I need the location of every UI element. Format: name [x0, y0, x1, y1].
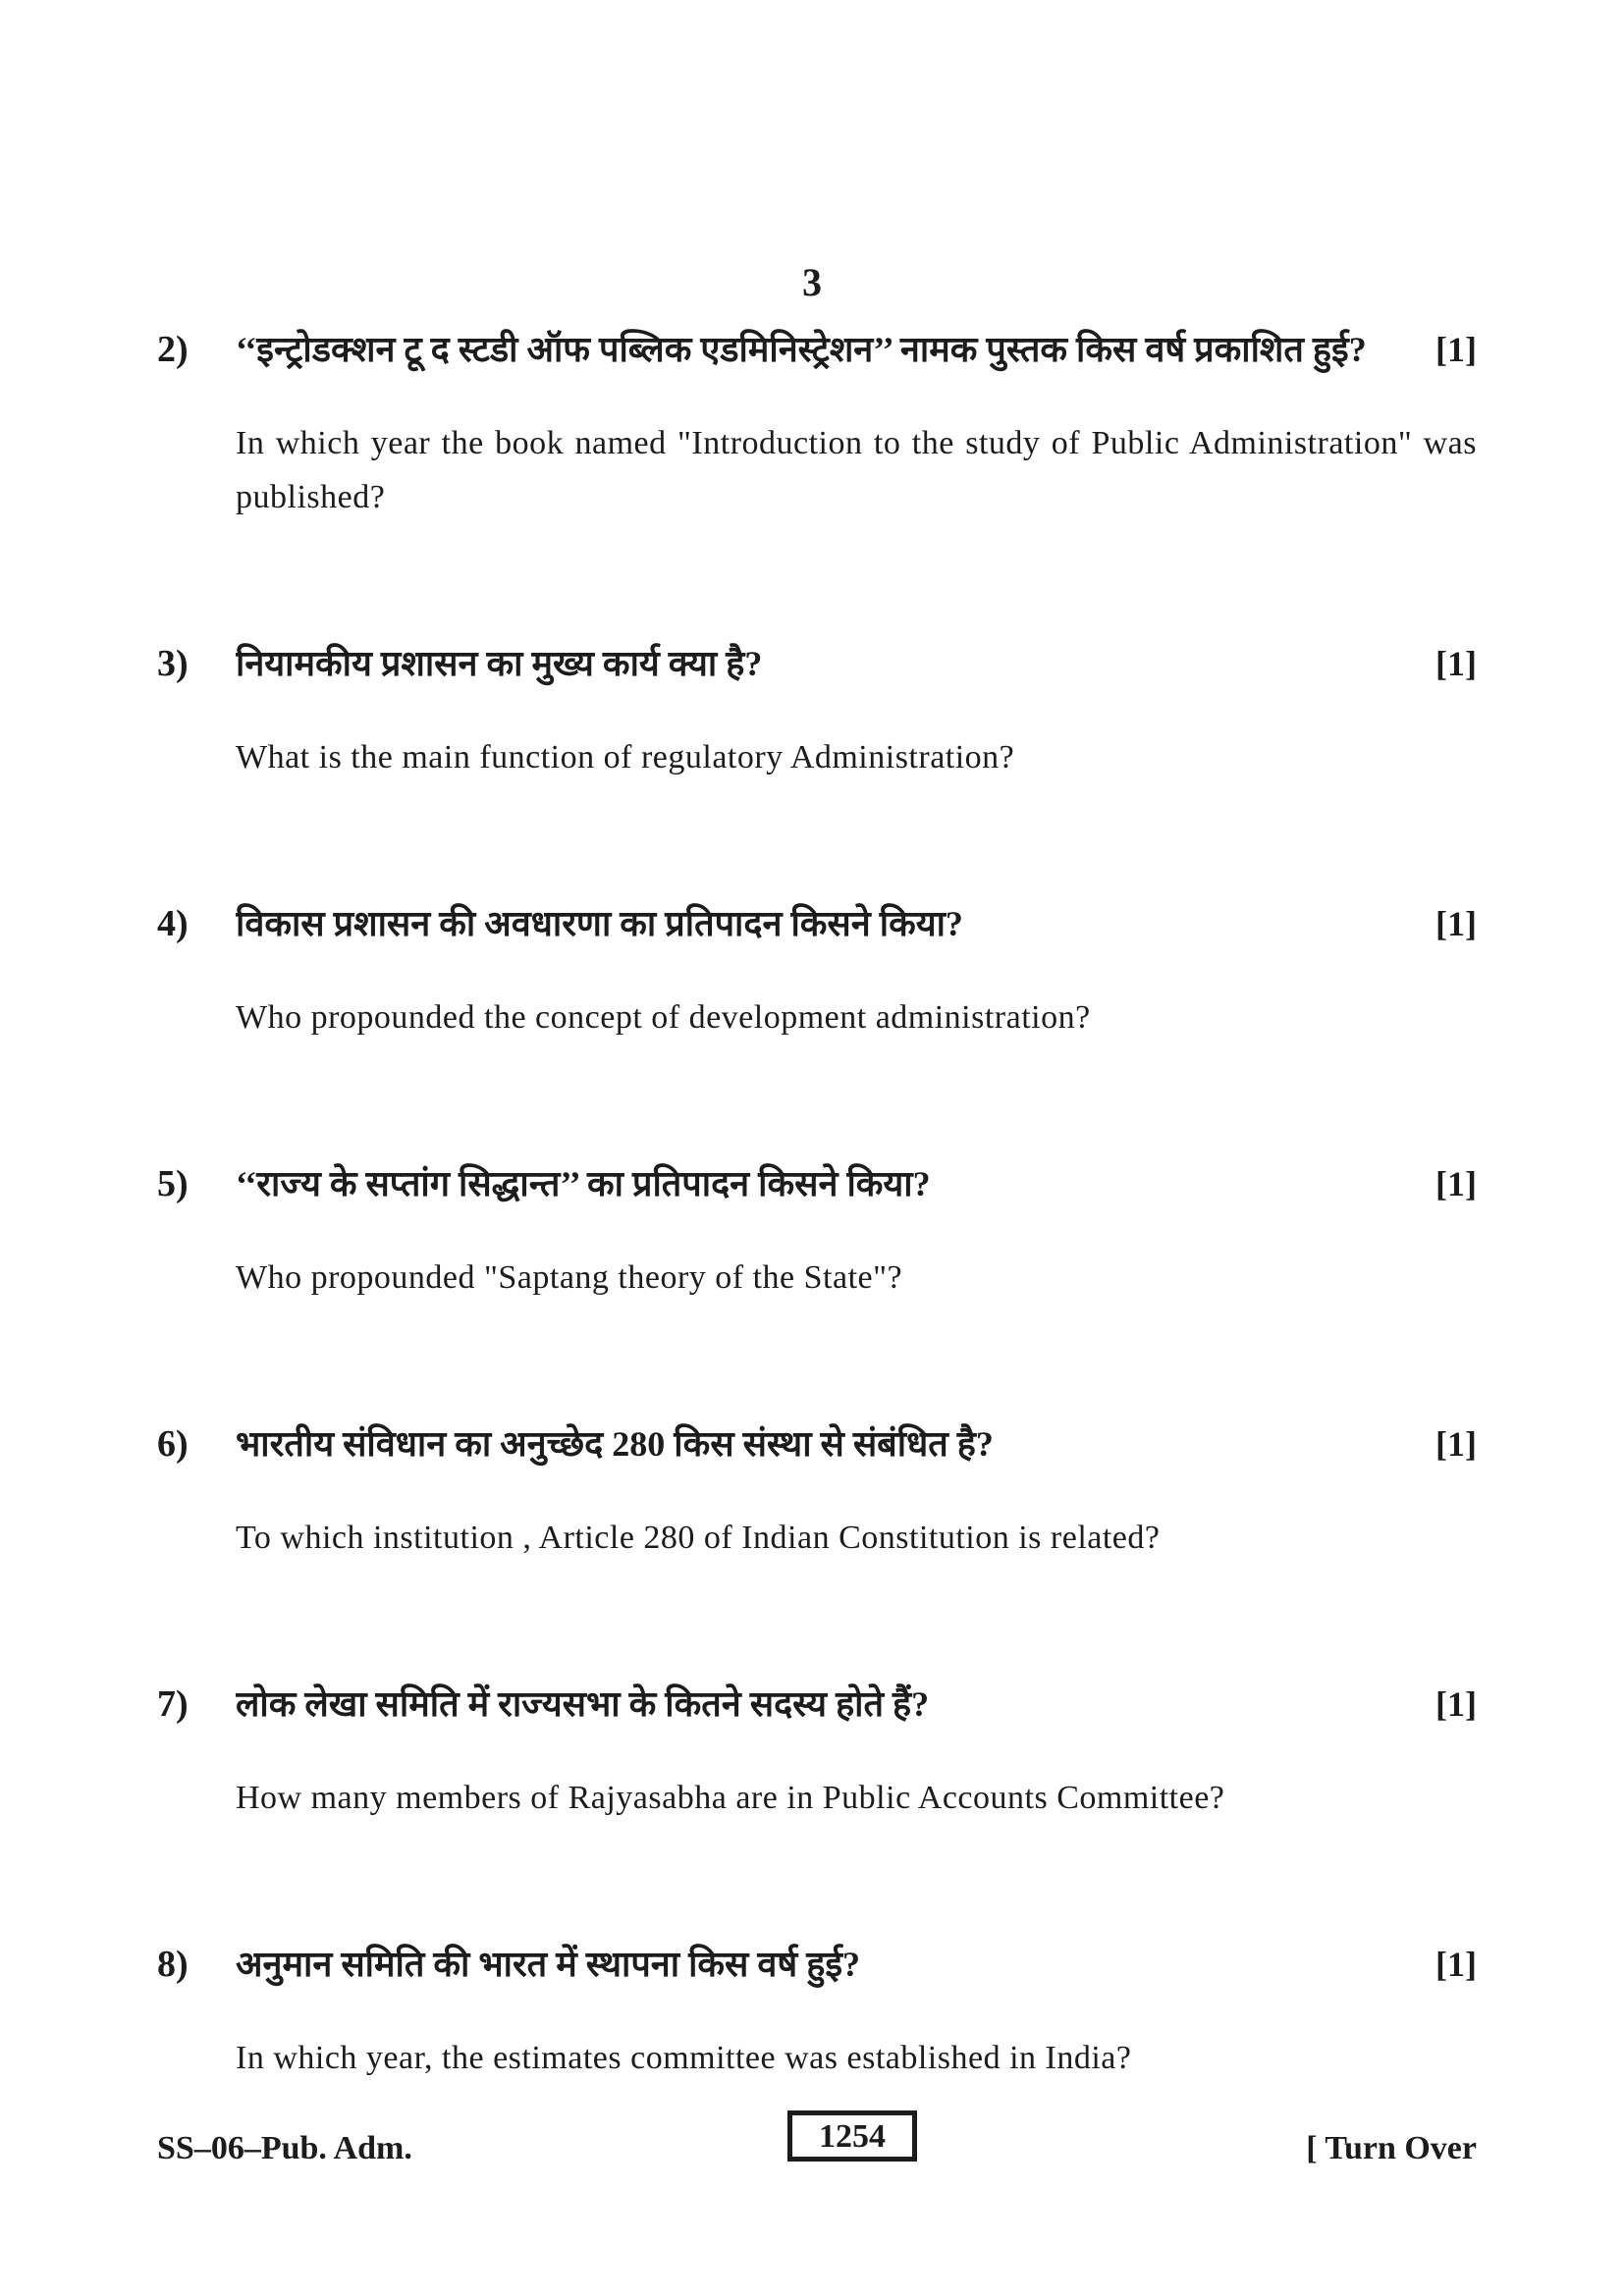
question-number: 2) — [157, 329, 189, 370]
question-text-hindi: भारतीय संविधान का अनुच्छेद 280 किस संस्था से संबंधित है? — [236, 1424, 994, 1464]
question-item-2 — [157, 324, 1477, 524]
question-heading — [157, 1418, 1477, 1469]
question-text-hindi: विकास प्रशासन की अवधारणा का प्रतिपादन किसने किया? — [236, 904, 963, 943]
question-item-7 — [157, 1679, 1477, 1825]
question-marks: [1] — [1435, 644, 1477, 683]
question-text-english: To which institution , Article 280 of Indian Constitution is related? — [236, 1520, 1161, 1556]
question-text-english: What is the main function of regulatory Administration? — [236, 739, 1015, 775]
question-text-english: Who propounded the concept of development administration? — [236, 999, 1091, 1036]
question-marks: [1] — [1435, 1945, 1477, 1984]
question-text-english: How many members of Rajyasabha are in Public Accounts Committee? — [236, 1780, 1225, 1816]
question-marks: [1] — [1435, 1684, 1477, 1724]
question-item-5 — [157, 1158, 1477, 1305]
page-footer — [157, 2110, 1477, 2169]
questions-list — [157, 324, 1477, 2199]
question-heading — [157, 1158, 1477, 1209]
question-item-8 — [157, 1939, 1477, 2085]
question-text-hindi: ‘‘राज्य के सप्तांग सिद्धान्त’’ का प्रतिपादन किसने किया? — [236, 1164, 931, 1203]
question-marks: [1] — [1435, 330, 1477, 369]
question-heading — [157, 1679, 1477, 1730]
question-number: 5) — [157, 1163, 189, 1204]
question-item-4 — [157, 898, 1477, 1044]
question-heading — [157, 638, 1477, 689]
question-marks: [1] — [1435, 904, 1477, 943]
question-number: 4) — [157, 903, 189, 944]
question-heading — [157, 898, 1477, 949]
question-text-hindi: ‘‘इन्ट्रोडक्शन टू द स्टडी ऑफ पब्लिक एडमिनिस्ट्रेशन’’ नामक पुस्तक किस वर्ष प्रकाशित हुई? — [236, 330, 1367, 369]
question-number: 3) — [157, 643, 189, 684]
question-heading — [157, 1939, 1477, 1990]
paper-code: SS–06–Pub. Adm. — [157, 2130, 412, 2166]
question-text-english: In which year the book named "Introduction to the study of Public Administration" was published? — [236, 425, 1477, 515]
question-number: 6) — [157, 1423, 189, 1465]
page-number: 3 — [802, 260, 822, 304]
question-text-english: In which year, the estimates committee was established in India? — [236, 2040, 1132, 2076]
question-item-3 — [157, 638, 1477, 784]
serial-number-box: 1254 — [787, 2110, 917, 2162]
question-number: 7) — [157, 1683, 189, 1725]
question-text-hindi: लोक लेखा समिति में राज्यसभा के कितने सदस्य होते हैं? — [236, 1684, 930, 1724]
turn-over-label: [ Turn Over — [1306, 2130, 1477, 2166]
question-marks: [1] — [1435, 1164, 1477, 1203]
question-marks: [1] — [1435, 1424, 1477, 1464]
question-text-english: Who propounded "Saptang theory of the State"? — [236, 1259, 903, 1296]
question-text-hindi: नियामकीय प्रशासन का मुख्य कार्य क्या है? — [236, 644, 763, 683]
question-text-hindi: अनुमान समिति की भारत में स्थापना किस वर्ष हुई? — [236, 1945, 861, 1984]
question-number: 8) — [157, 1944, 189, 1985]
question-item-6 — [157, 1418, 1477, 1565]
question-heading — [157, 324, 1477, 375]
